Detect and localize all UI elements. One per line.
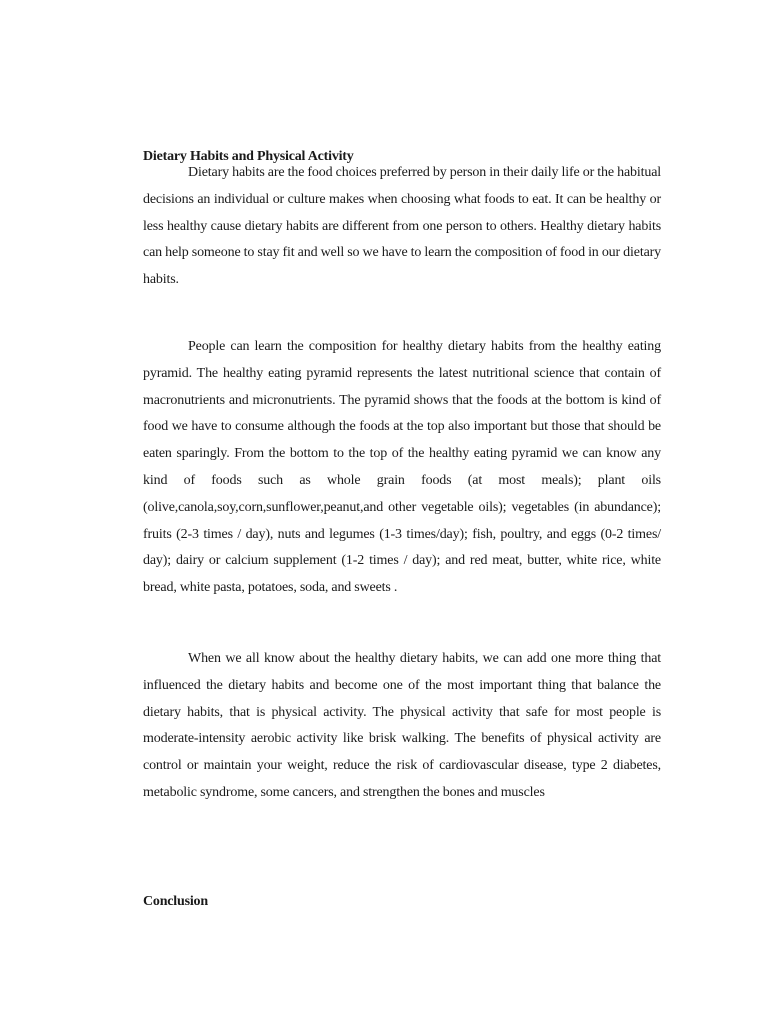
paragraph-healthy-eating-pyramid: People can learn the composition for healthy dietary habits from the healthy eating pyramid. The healthy eating pyramid represents the latest nutritional science that contain of macronutrients and micronutrients. The pyramid shows that the foods at the bottom is kind of food we have to consume although the foods at the top also important but those that should be eaten sparingly. From the bottom to the top of the healthy eating pyramid we can know any kind of foods such as whole grain foods (at most meals); plant oils (olive,canola,soy,corn,sunflower,peanut,and other vegetable oils); vegetables (in abundance); fruits (2-3 times / day), nuts and legumes (1-3 times/day); fish, poultry, and eggs (0-2 times/ day); dairy or calcium supplement (1-2 times / day); and red meat, butter, white rice, white bread, white pasta, potatoes, soda, and sweets . xyxy=(143,339,661,596)
paragraph-dietary-habits: Dietary habits are the food choices preferred by person in their daily life or the habitual decisions an individual or culture makes when choosing what foods to eat. It can be healthy or less healthy cause dietary habits are different from one person to others. Healthy dietary habits can help someone to stay fit and well so we have to learn the composition of food in our dietary habits. xyxy=(143,165,661,288)
section-heading-conclusion: Conclusion xyxy=(143,894,208,909)
document-title: Dietary Habits and Physical Activity xyxy=(143,149,354,164)
paragraph-physical-activity: When we all know about the healthy dietary habits, we can add one more thing that influenced the dietary habits and become one of the most important thing that balance the dietary habits, that is physical activity. The physical activity that safe for most people is moderate-intensity aerobic activity like brisk walking. The benefits of physical activity are control or maintain your weight, reduce the risk of cardiovascular disease, type 2 diabetes, metabolic syndrome, some cancers, and strengthen the bones and muscles xyxy=(143,651,661,800)
